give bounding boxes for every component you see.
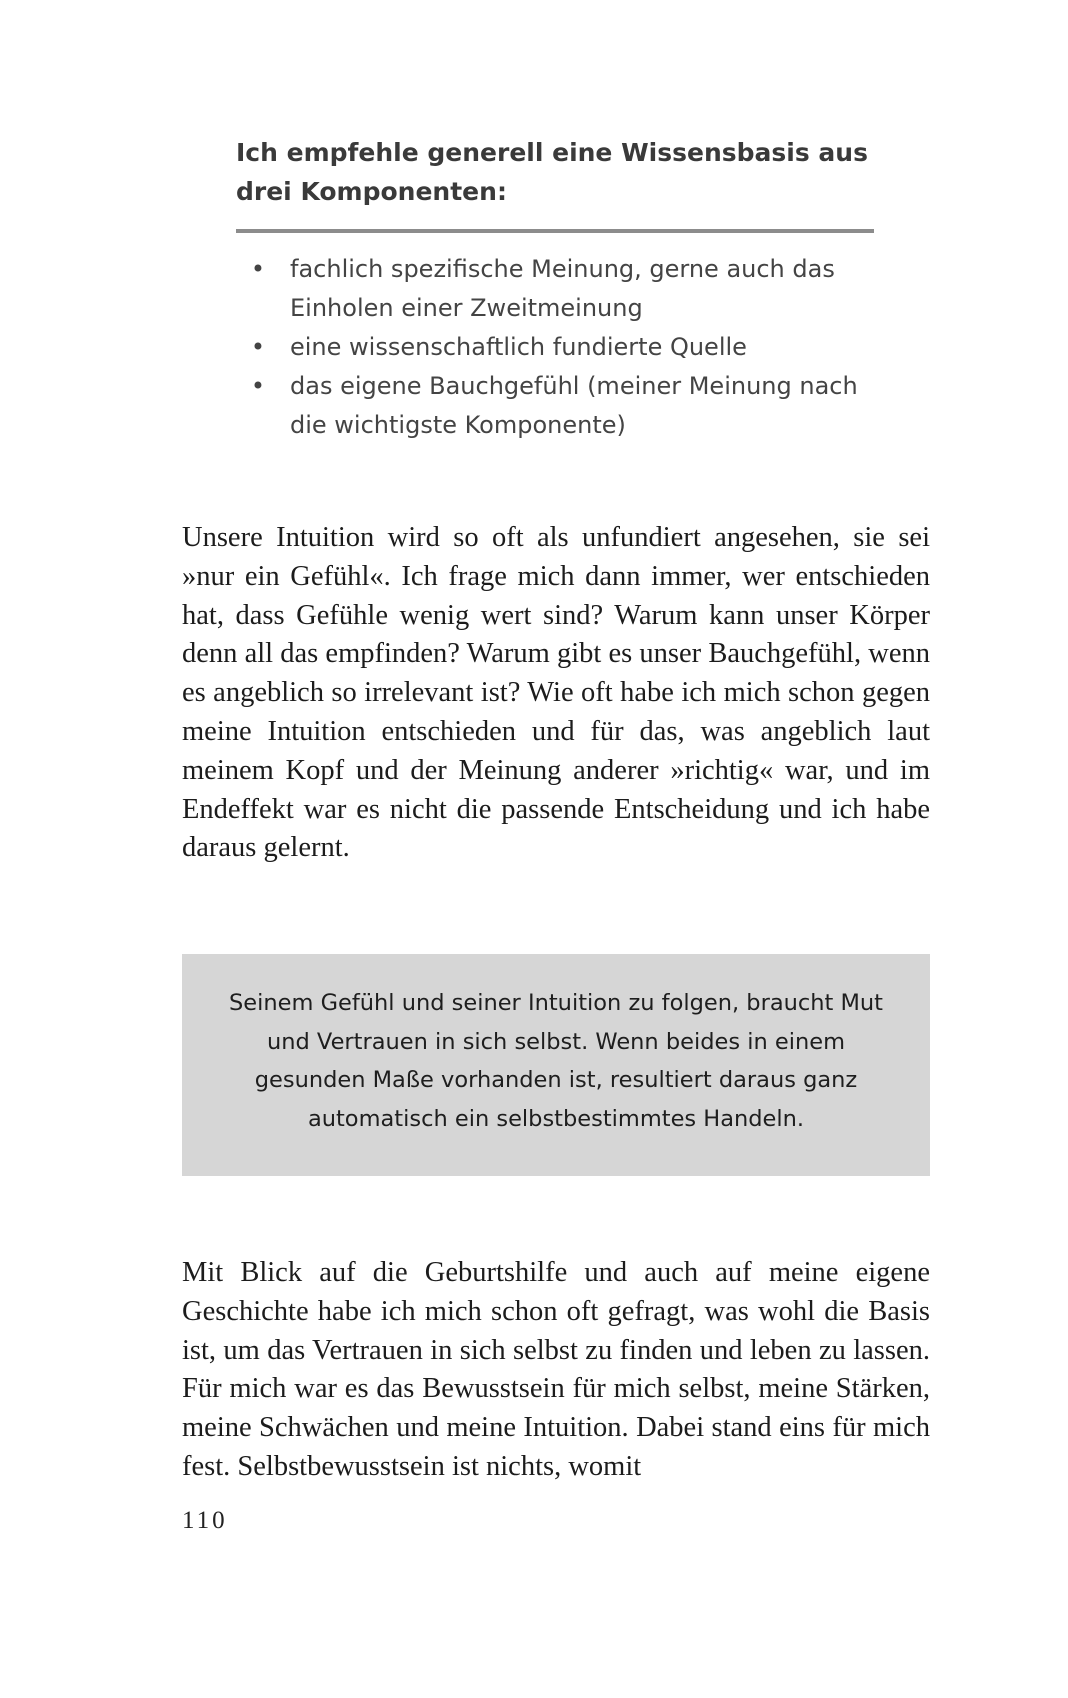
quote-text: Seinem Gefühl und seiner Intuition zu folgen, braucht Mut und Vertrauen in sich selbst. Wenn beides in einem gesunden Maße vorhanden ist, resultiert daraus ganz automatisch ein selbstbestimmtes Handeln. [229,990,883,1132]
list-item-text: das eigene Bauchgefühl (meiner Meinung nach die wichtigste Komponente) [290,372,858,439]
quote-box [182,954,930,1176]
box-heading: Ich empfehle generell eine Wissensbasis aus drei Komponenten: [236,138,868,206]
heading-divider [236,229,874,233]
bullet-icon: • [250,333,266,361]
body-paragraph-intuition: Unsere Intuition wird so oft als unfundiert angesehen, sie sei »nur ein Gefühl«. Ich frage mich dann immer, wer entschieden hat, dass Gefühle wenig wert sind? Warum kann unser Körper denn all das empfinden? Warum gibt es unser Bauchgefühl, wenn es angeblich so irrelevant ist? Wie oft habe ich mich schon gegen meine Intuition entschieden und für das, was angeblich laut meinem Kopf und der Meinung anderer »richtig« war, und im Endeffekt war es nicht die passende Entscheidung und ich habe daraus gelernt. [182,522,930,864]
page-number: 110 [182,1507,228,1534]
bullet-icon: • [250,372,266,400]
knowledge-base-list [248,250,888,445]
list-item-text: eine wissenschaftlich fundierte Quelle [290,333,747,361]
bullet-icon: • [250,255,266,283]
body-paragraph-geburtshilfe: Mit Blick auf die Geburtshilfe und auch auf meine eigene Geschichte habe ich mich schon oft gefragt, was wohl die Basis ist, um das Vertrauen in sich selbst zu finden und leben zu lassen. Für mich war es das Bewusstsein für mich selbst, meine Stärken, meine Schwächen und meine Intuition. Dabei stand eins für mich fest. Selbstbewusstsein ist nichts, womit [182,1257,930,1482]
list-item [248,367,888,445]
list-item-text: fachlich spezifische Meinung, gerne auch das Einholen einer Zweitmeinung [290,255,835,322]
list-item [248,328,888,367]
list-item [248,250,888,328]
